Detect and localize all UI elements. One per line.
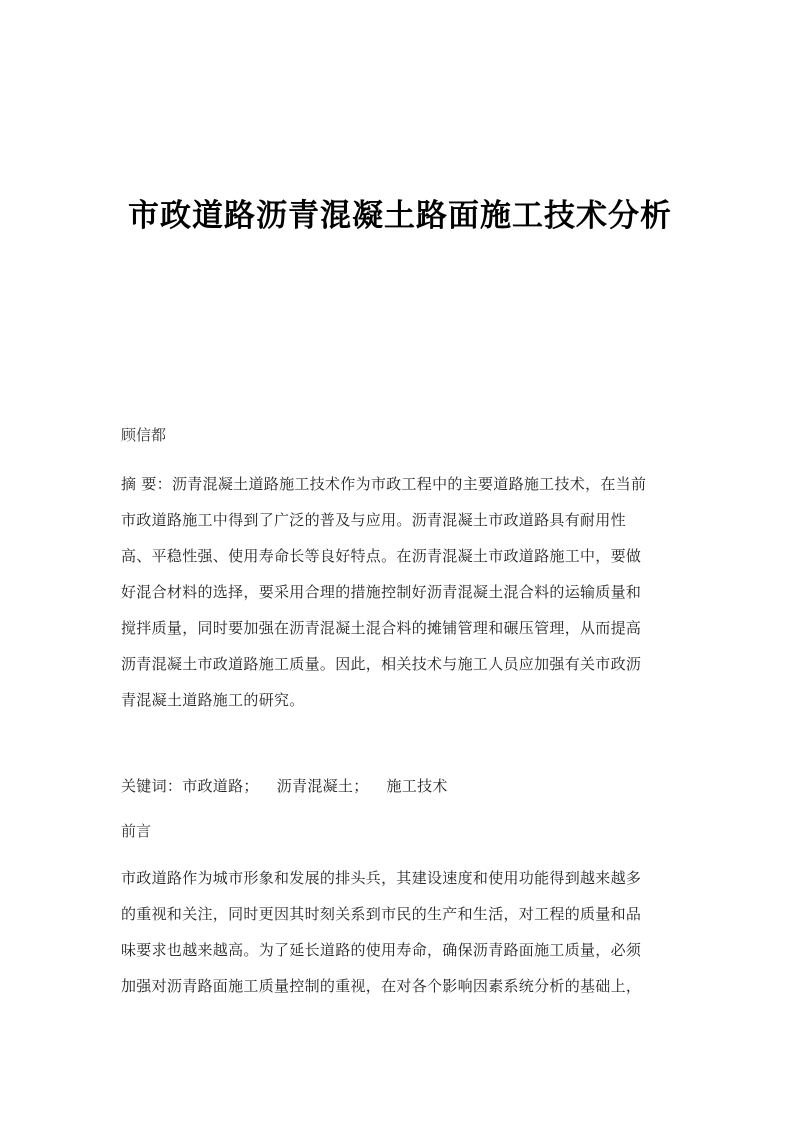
abstract-line: 搅拌质量，同时要加强在沥青混凝土混合料的摊铺管理和碾压管理，从而提高 (121, 619, 642, 637)
preface-heading: 前言 (121, 822, 152, 840)
keywords-label: 关键词： (121, 777, 183, 795)
body-line: 市政道路作为城市形象和发展的排头兵，其建设速度和使用功能得到越来越多 (121, 869, 642, 887)
abstract-line: 高、平稳性强、使用寿命长等良好特点。在沥青混凝土市政道路施工中，要做 (121, 547, 642, 565)
body-paragraph (121, 860, 681, 1004)
body-line: 味要求也越来越高。为了延长道路的使用寿命，确保沥青路面施工质量，必须 (121, 941, 642, 959)
abstract-label: 摘 要： (121, 475, 172, 493)
keyword-item: 沥青混凝土； (276, 777, 369, 795)
abstract-line: 好混合材料的选择，要采用合理的措施控制好沥青混凝土混合料的运输质量和 (121, 583, 642, 601)
abstract-line: 青混凝土道路施工的研究。 (121, 691, 305, 709)
abstract-line: 市政道路施工中得到了广泛的普及与应用。沥青混凝土市政道路具有耐用性 (121, 511, 626, 529)
paper-title: 市政道路沥青混凝土路面施工技术分析 (128, 198, 672, 234)
keywords-line (121, 768, 681, 804)
abstract-paragraph (121, 466, 681, 718)
body-line: 加强对沥青路面施工质量控制的重视，在对各个影响因素系统分析的基础上， (121, 977, 642, 995)
keyword-item: 施工技术 (386, 777, 448, 795)
keyword-item: 市政道路； (182, 777, 259, 795)
abstract-line: 沥青混凝土市政道路施工质量。因此，相关技术与施工人员应加强有关市政沥 (121, 655, 642, 673)
author-name: 顾信都 (121, 426, 167, 444)
body-line: 的重视和关注，同时更因其时刻关系到市民的生产和生活，对工程的质量和品 (121, 905, 642, 923)
abstract-line: 摘 要：沥青混凝土道路施工技术作为市政工程中的主要道路施工技术，在当前 (121, 475, 647, 493)
